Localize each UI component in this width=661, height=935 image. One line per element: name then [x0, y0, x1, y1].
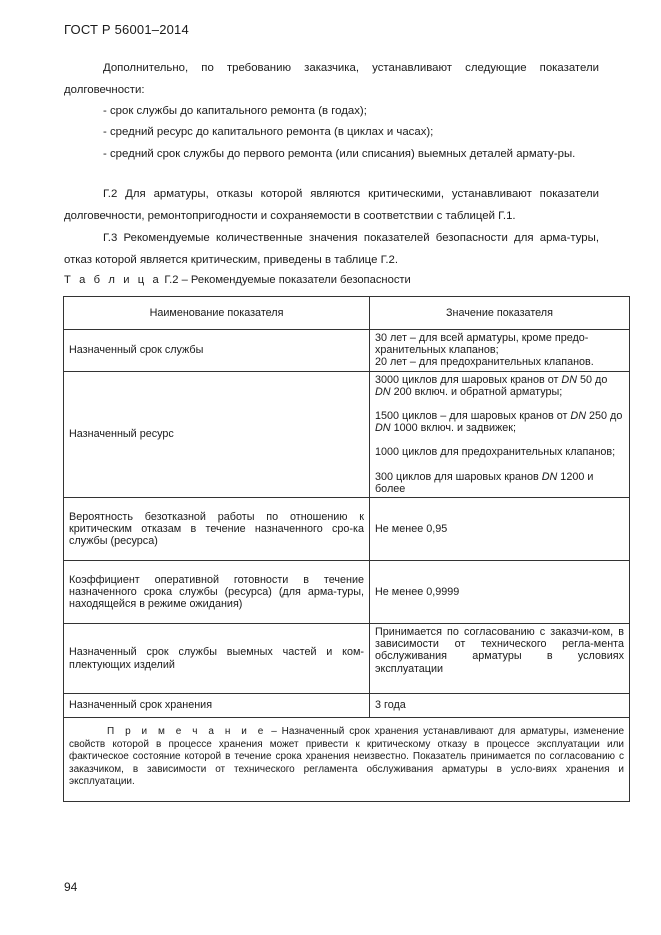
page-number: 94 — [64, 880, 78, 894]
document-header: ГОСТ Р 56001–2014 — [64, 22, 189, 37]
table-caption-prefix: Т а б л и ц а — [64, 274, 162, 286]
intro-paragraph: Дополнительно, по требованию заказчика, устанавливают следующие показатели долговечности: — [64, 62, 599, 96]
row-name: Вероятность безотказной работы по отношению к критическим отказам в течение назначенного сро-ка службы (ресурса) — [64, 498, 370, 561]
resource-block: 300 циклов для шаровых кранов DN 1200 и более — [375, 470, 594, 495]
table-row — [64, 371, 630, 497]
bullet-first-repair: - средний срок службы до первого ремонта (или списания) выемных деталей армату-ры. — [103, 148, 576, 160]
row-value — [370, 371, 630, 497]
column-header-name: Наименование показателя — [64, 297, 370, 330]
resource-block: 1500 циклов – для шаровых кранов от DN 250 до DN 1000 включ. и задвижек; — [375, 410, 623, 435]
row-name: Назначенный ресурс — [64, 371, 370, 497]
note-text: – Назначенный срок хранения устанавливают для арматуры, изменение свойств которой в процессе хранения может привести к критическому отказу в процессе эксплуатации или фактическое состояние которой в течение срока хранения неизвестно. Показатель принимается по согласованию с заказчиком, в зависимости от технического регламента обслуживания арматуры в усло-виях хранения и эксплуатации. — [69, 726, 624, 788]
row-value — [370, 330, 630, 372]
bullet-average-resource: - средний ресурс до капитального ремонта (в циклах и часах); — [103, 126, 434, 138]
row-value: Не менее 0,95 — [370, 498, 630, 561]
value-line: 30 лет – для всей арматуры, кроме предо-хранительных клапанов; — [375, 332, 589, 357]
column-header-value: Значение показателя — [370, 297, 630, 330]
row-value: Принимается по согласованию с заказчи-ком, в зависимости от технического регла-мента обслуживания арматуры в условиях эксплуатации — [370, 624, 630, 694]
table-caption-text: Г.2 – Рекомендуемые показатели безопасности — [161, 274, 411, 286]
table-note-row — [64, 718, 630, 802]
table-row — [64, 498, 630, 561]
table-header-row — [64, 297, 630, 330]
table-caption — [64, 274, 411, 286]
table-row — [64, 694, 630, 718]
table-row — [64, 624, 630, 694]
resource-block: 1000 циклов для предохранительных клапанов; — [375, 446, 616, 459]
resource-block: 3000 циклов для шаровых кранов от DN 50 до DN 200 включ. и обратной арматуры; — [375, 373, 608, 398]
table-row — [64, 330, 630, 372]
bullet-service-life: - срок службы до капитального ремонта (в годах); — [103, 105, 367, 117]
note-prefix: П р и м е ч а н и е — [107, 726, 267, 738]
paragraph-g3: Г.3 Рекомендуемые количественные значения показателей безопасности для арма-туры, отказ которой является критическим, приведены в таблице Г.2. — [64, 232, 599, 266]
value-line: 20 лет – для предохранительных клапанов. — [375, 356, 594, 369]
row-value: Не менее 0,9999 — [370, 561, 630, 624]
table-note — [64, 718, 630, 802]
row-value: 3 года — [370, 694, 630, 718]
row-name: Назначенный срок службы — [64, 330, 370, 372]
paragraph-g2: Г.2 Для арматуры, отказы которой являются критическими, устанавливают показатели долговечности, ремонтопригодности и сохраняемости в соответствии с таблицей Г.1. — [64, 188, 599, 222]
row-name: Назначенный срок службы выемных частей и ком-плектующих изделий — [64, 624, 370, 694]
row-name: Коэффициент оперативной готовности в течение назначенного срока службы (ресурса) (для арма-туры, находящейся в режиме ожидания) — [64, 561, 370, 624]
table-row — [64, 561, 630, 624]
row-name: Назначенный срок хранения — [64, 694, 370, 718]
safety-indicators-table — [63, 296, 630, 802]
